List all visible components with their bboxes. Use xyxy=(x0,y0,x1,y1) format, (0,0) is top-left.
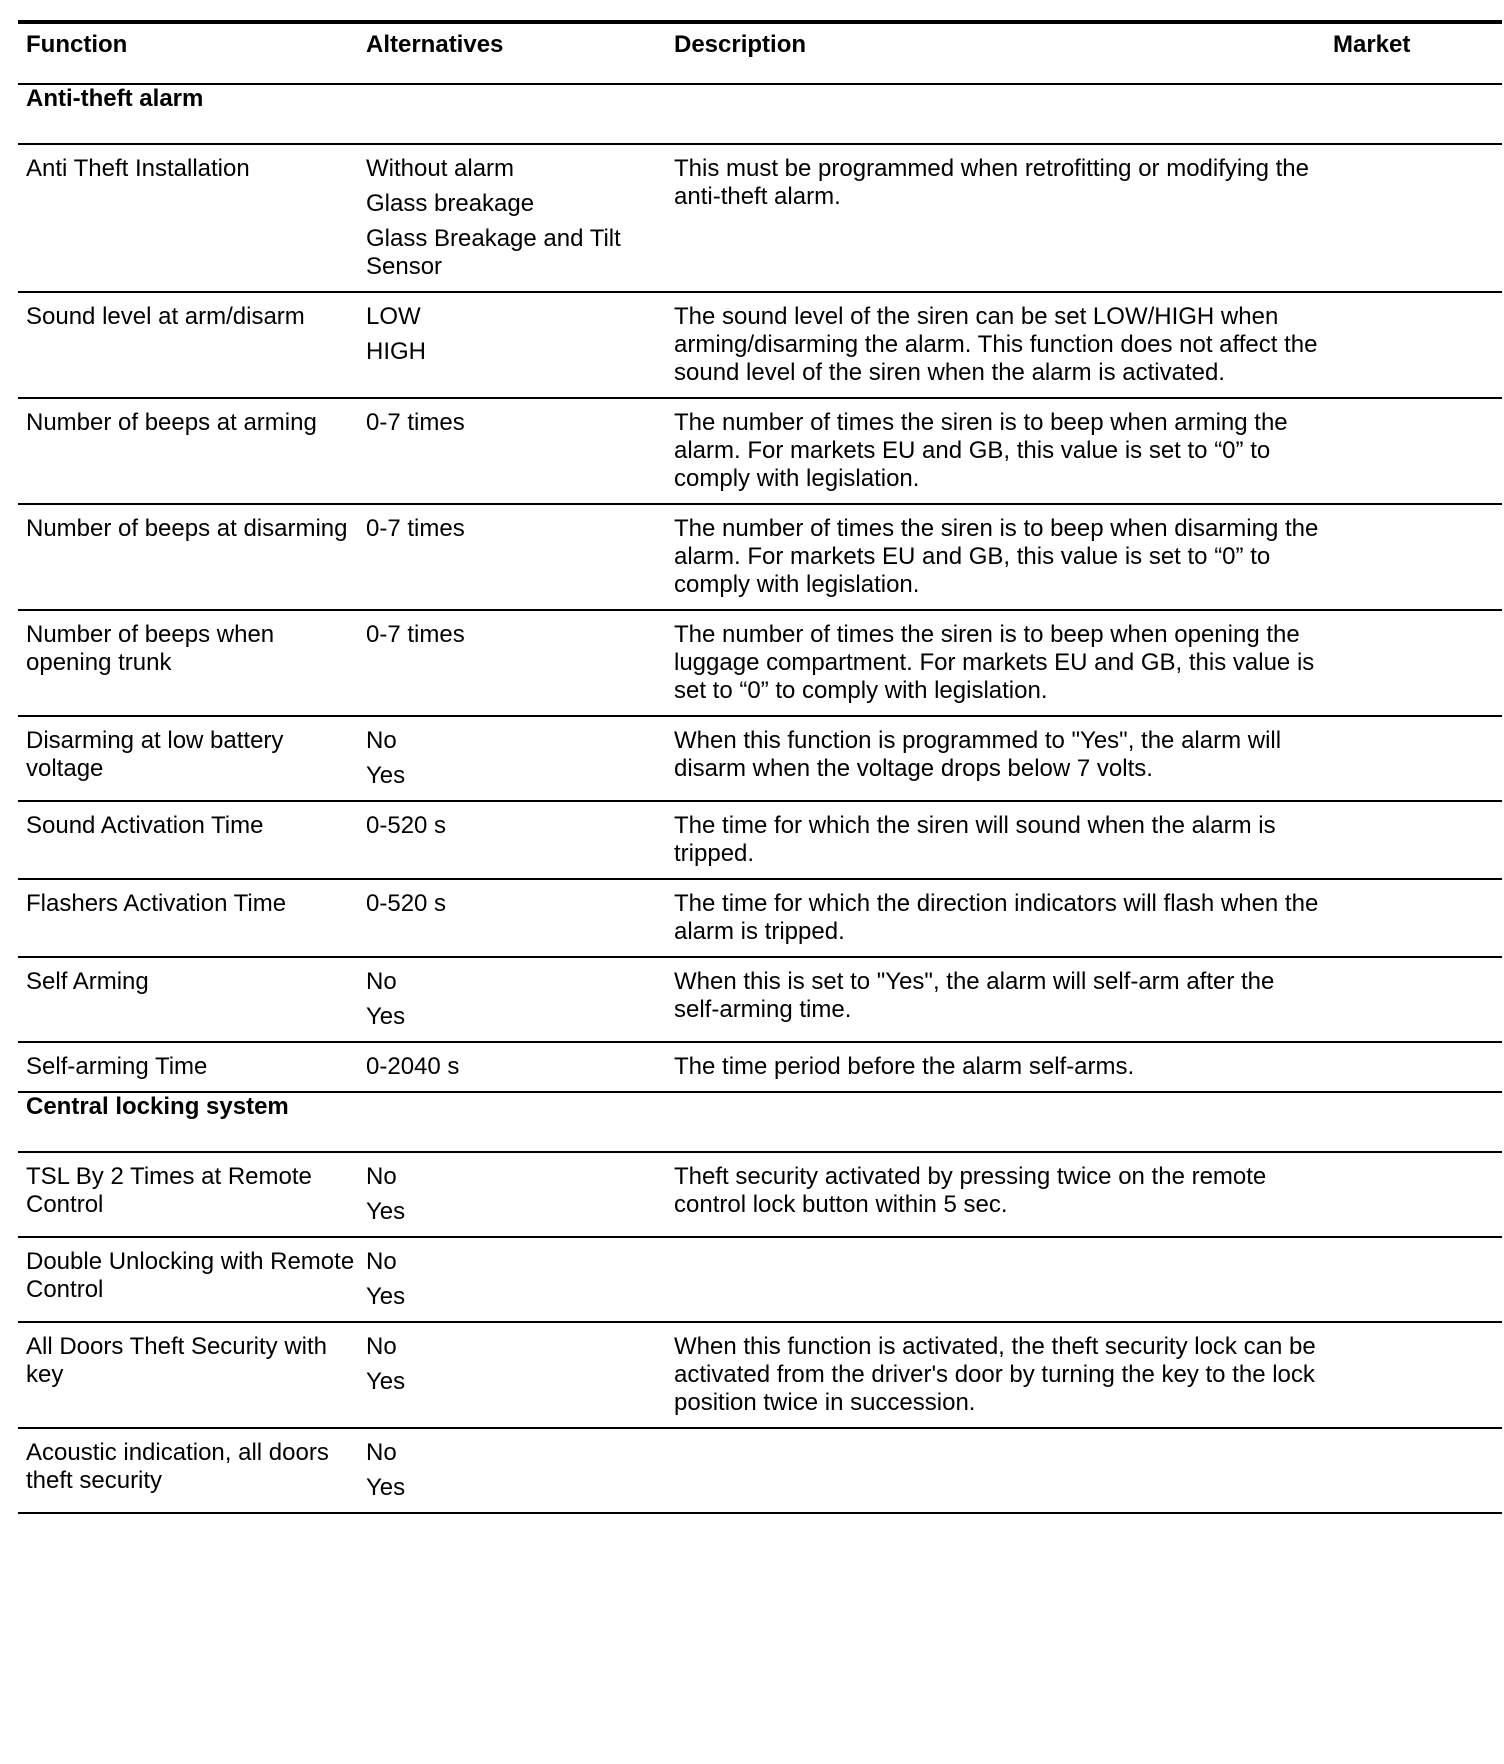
function-name: All Doors Theft Security with key xyxy=(26,1333,327,1388)
function-name: Number of beeps when opening trunk xyxy=(26,621,275,676)
alternative-option: No xyxy=(366,968,397,995)
description-cell xyxy=(674,398,1333,504)
alternatives-cell xyxy=(366,1042,674,1092)
alternative-option: No xyxy=(366,1163,397,1190)
function-cell xyxy=(18,1237,366,1322)
market-cell xyxy=(1333,957,1502,1042)
function-cell xyxy=(18,1428,366,1513)
alternative-option: No xyxy=(366,1248,397,1275)
description-cell xyxy=(674,957,1333,1042)
header-function: Function xyxy=(26,31,128,58)
alternative-option: No xyxy=(366,1333,397,1360)
header-description: Description xyxy=(674,31,807,58)
alternatives-cell xyxy=(366,1322,674,1428)
description-cell xyxy=(674,292,1333,398)
header-alternatives: Alternatives xyxy=(366,31,504,58)
function-cell xyxy=(18,504,366,610)
table-row xyxy=(18,144,1502,292)
table-row xyxy=(18,801,1502,879)
function-cell xyxy=(18,398,366,504)
description-cell xyxy=(674,1152,1333,1237)
alternatives-cell xyxy=(366,1428,674,1513)
alternatives-cell xyxy=(366,292,674,398)
description-cell xyxy=(674,879,1333,957)
function-cell xyxy=(18,1322,366,1428)
table-row xyxy=(18,1042,1502,1092)
table-row xyxy=(18,1237,1502,1322)
alternative-option: HIGH xyxy=(366,338,426,365)
description-text: Theft security activated by pressing twice on the remote control lock button within 5 sec. xyxy=(674,1163,1267,1218)
table-row xyxy=(18,1152,1502,1237)
section-header-row xyxy=(18,1092,1502,1152)
function-name: Number of beeps at arming xyxy=(26,409,317,436)
function-cell xyxy=(18,144,366,292)
function-cell xyxy=(18,1152,366,1237)
market-cell xyxy=(1333,1322,1502,1428)
description-cell xyxy=(674,504,1333,610)
alternative-option: LOW xyxy=(366,303,421,330)
alternative-option: 0-7 times xyxy=(366,621,465,648)
table-row xyxy=(18,1322,1502,1428)
table-body xyxy=(18,84,1502,1513)
function-cell xyxy=(18,292,366,398)
alternatives-cell xyxy=(366,398,674,504)
alternative-option: Yes xyxy=(366,1368,406,1395)
header-row xyxy=(18,22,1502,84)
function-name: Flashers Activation Time xyxy=(26,890,287,917)
alternatives-cell xyxy=(366,716,674,801)
alternatives-cell xyxy=(366,1152,674,1237)
table-row xyxy=(18,292,1502,398)
alternative-option: Glass Breakage and Tilt Sensor xyxy=(366,225,621,280)
section-title: Central locking system xyxy=(26,1093,289,1120)
market-cell xyxy=(1333,879,1502,957)
alternative-option: Yes xyxy=(366,1283,406,1310)
alternatives-cell xyxy=(366,1237,674,1322)
table-row xyxy=(18,398,1502,504)
description-cell xyxy=(674,1237,1333,1322)
alternative-option: 0-7 times xyxy=(366,409,465,436)
alternatives-cell xyxy=(366,610,674,716)
table-row xyxy=(18,716,1502,801)
market-cell xyxy=(1333,1042,1502,1092)
alternatives-cell xyxy=(366,144,674,292)
alternatives-cell xyxy=(366,957,674,1042)
description-text: When this is set to "Yes", the alarm will self-arm after the self-arming time. xyxy=(674,968,1275,1023)
market-cell xyxy=(1333,504,1502,610)
description-text: The number of times the siren is to beep when opening the luggage compartment. For markets EU and GB, this value is set to “0” to comply with legislation. xyxy=(674,621,1315,704)
description-text: The time period before the alarm self-arms. xyxy=(674,1053,1135,1080)
function-cell xyxy=(18,610,366,716)
description-text: This must be programmed when retrofitting or modifying the anti-theft alarm. xyxy=(674,155,1309,210)
description-text: The time for which the direction indicators will flash when the alarm is tripped. xyxy=(674,890,1319,945)
function-name: Acoustic indication, all doors theft security xyxy=(26,1439,329,1494)
table-row xyxy=(18,504,1502,610)
function-name: Self-arming Time xyxy=(26,1053,208,1080)
market-cell xyxy=(1333,292,1502,398)
header-market: Market xyxy=(1333,31,1411,58)
market-cell xyxy=(1333,144,1502,292)
description-text: The sound level of the siren can be set LOW/HIGH when arming/disarming the alarm. This function does not affect the sound level of the siren when the alarm is activated. xyxy=(674,303,1318,386)
function-name: Sound Activation Time xyxy=(26,812,264,839)
market-cell xyxy=(1333,398,1502,504)
description-text: When this function is programmed to "Yes", the alarm will disarm when the voltage drops below 7 volts. xyxy=(674,727,1282,782)
function-cell xyxy=(18,801,366,879)
alternative-option: Yes xyxy=(366,1003,406,1030)
description-cell xyxy=(674,1042,1333,1092)
function-name: TSL By 2 Times at Remote Control xyxy=(26,1163,312,1218)
description-cell xyxy=(674,144,1333,292)
description-cell xyxy=(674,716,1333,801)
market-cell xyxy=(1333,610,1502,716)
function-cell xyxy=(18,879,366,957)
function-name: Anti Theft Installation xyxy=(26,155,250,182)
description-cell xyxy=(674,801,1333,879)
market-cell xyxy=(1333,801,1502,879)
market-cell xyxy=(1333,1152,1502,1237)
function-table xyxy=(18,20,1502,1514)
function-cell xyxy=(18,957,366,1042)
table-row xyxy=(18,879,1502,957)
document-page xyxy=(18,20,1502,1514)
function-name: Disarming at low battery voltage xyxy=(26,727,284,782)
function-name: Double Unlocking with Remote Control xyxy=(26,1248,355,1303)
table-row xyxy=(18,610,1502,716)
function-cell xyxy=(18,716,366,801)
section-header-row xyxy=(18,84,1502,144)
description-text: The number of times the siren is to beep when arming the alarm. For markets EU and GB, this value is set to “0” to comply with legislation. xyxy=(674,409,1288,492)
alternative-option: No xyxy=(366,727,397,754)
section-title: Anti-theft alarm xyxy=(26,85,204,112)
market-cell xyxy=(1333,1428,1502,1513)
table-row xyxy=(18,1428,1502,1513)
table-row xyxy=(18,957,1502,1042)
function-name: Self Arming xyxy=(26,968,149,995)
description-text: The number of times the siren is to beep when disarming the alarm. For markets EU and GB, this value is set to “0” to comply with legislation. xyxy=(674,515,1319,598)
alternatives-cell xyxy=(366,504,674,610)
market-cell xyxy=(1333,1237,1502,1322)
table-header xyxy=(18,22,1502,84)
alternative-option: No xyxy=(366,1439,397,1466)
alternative-option: 0-2040 s xyxy=(366,1053,460,1080)
alternative-option: 0-520 s xyxy=(366,890,447,917)
alternative-option: Glass breakage xyxy=(366,190,535,217)
description-cell xyxy=(674,610,1333,716)
alternative-option: Yes xyxy=(366,1198,406,1225)
alternative-option: Without alarm xyxy=(366,155,515,182)
description-cell xyxy=(674,1428,1333,1513)
function-name: Sound level at arm/disarm xyxy=(26,303,305,330)
alternative-option: 0-7 times xyxy=(366,515,465,542)
alternatives-cell xyxy=(366,801,674,879)
function-name: Number of beeps at disarming xyxy=(26,515,348,542)
alternative-option: Yes xyxy=(366,1474,406,1501)
function-cell xyxy=(18,1042,366,1092)
market-cell xyxy=(1333,716,1502,801)
description-cell xyxy=(674,1322,1333,1428)
description-text: The time for which the siren will sound when the alarm is tripped. xyxy=(674,812,1276,867)
alternatives-cell xyxy=(366,879,674,957)
alternative-option: Yes xyxy=(366,762,406,789)
alternative-option: 0-520 s xyxy=(366,812,447,839)
description-text: When this function is activated, the theft security lock can be activated from the driver's door by turning the key to the lock position twice in succession. xyxy=(674,1333,1316,1416)
